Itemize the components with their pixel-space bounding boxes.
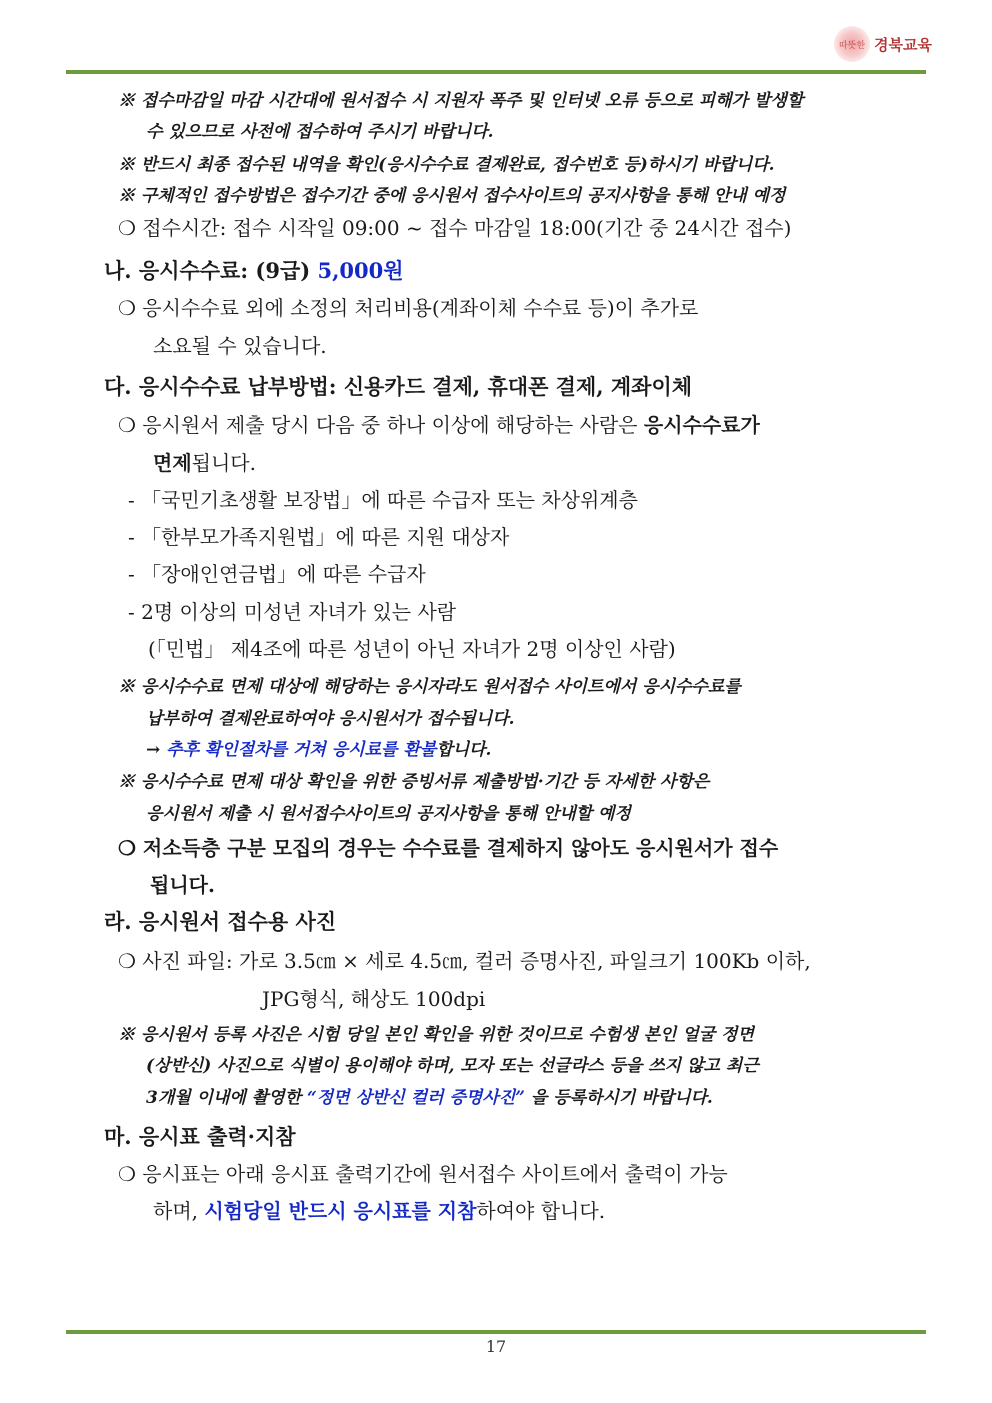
lowincome-line-1: ❍ 저소득층 구분 모집의 경우는 수수료를 결제하지 않아도 응시원서가 접수: [118, 836, 779, 860]
exempt-item-2: - 「한부모가족지원법」에 따른 지원 대상자: [128, 525, 510, 549]
reception-hours: ❍ 접수시간: 접수 시작일 09:00 ~ 접수 마감일 18:00(기간 중 24시간 접수): [118, 216, 792, 240]
exempt-line-2: 면제됩니다.: [153, 451, 256, 475]
section-ticket-title: 마. 응시표 출력·지참: [104, 1124, 296, 1149]
section-fee-title: 나. 응시수수료: (9급) 5,000원: [104, 258, 404, 283]
ticket-line-2: 하며, 시험당일 반드시 응시표를 지참하여야 합니다.: [153, 1199, 606, 1223]
logo-text: 경북교육: [874, 35, 932, 54]
exempt-item-1: - 「국민기초생활 보장법」에 따른 수급자 또는 차상위계층: [128, 488, 638, 512]
photo-spec-1: ❍ 사진 파일: 가로 3.5㎝ × 세로 4.5㎝, 컬러 증명사진, 파일크기 100Kb 이하,: [118, 949, 811, 973]
note-exempt-1: ※ 응시수수료 면제 대상에 해당하는 응시자라도 원서접수 사이트에서 응시수수료를: [118, 677, 741, 697]
note-deadline-2: 수 있으므로 사전에 접수하여 주시기 바랍니다.: [146, 122, 494, 142]
exempt-item-3: - 「장애인연금법」에 따른 수급자: [128, 562, 426, 586]
fee-line-2: 소요될 수 있습니다.: [153, 334, 327, 358]
note-deadline-1: ※ 접수마감일 마감 시간대에 원서접수 시 지원자 폭주 및 인터넷 오류 등으로 피해가 발생할: [118, 91, 804, 111]
fee-amount: 5,000원: [317, 258, 404, 283]
exempt-item-4-detail: (「민법」 제4조에 따른 성년이 아닌 자녀가 2명 이상인 사람): [148, 637, 676, 661]
logo-subtext: 따뜻한: [838, 40, 866, 51]
note-photo-2: (상반신) 사진으로 식별이 용이해야 하며, 모자 또는 선글라스 등을 쓰지 않고 최근: [146, 1056, 759, 1076]
section-photo-title: 라. 응시원서 접수용 사진: [104, 909, 337, 934]
header-logo: [834, 26, 932, 62]
ticket-line-1: ❍ 응시표는 아래 응시표 출력기간에 원서접수 사이트에서 출력이 가능: [118, 1162, 728, 1186]
note-refund: → 추후 확인절차를 거쳐 응시료를 환불합니다.: [146, 740, 492, 760]
note-method: ※ 구체적인 접수방법은 접수기간 중에 응시원서 접수사이트의 공지사항을 통해 안내 예정: [118, 186, 786, 206]
lowincome-line-2: 됩니다.: [150, 873, 215, 897]
exempt-item-4: - 2명 이상의 미성년 자녀가 있는 사람: [128, 600, 457, 624]
note-photo-3: 3개월 이내에 촬영한 “정면 상반신 컬러 증명사진” 을 등록하시기 바랍니다.: [146, 1088, 713, 1108]
exempt-line-1: ❍ 응시원서 제출 당시 다음 중 하나 이상에 해당하는 사람은 응시수수료가: [118, 413, 760, 437]
footer-rule: [66, 1330, 926, 1334]
note-confirm: ※ 반드시 최종 접수된 내역을 확인(응시수수료 결제완료, 접수번호 등)하시기 바랍니다.: [118, 155, 775, 175]
fee-line-1: ❍ 응시수수료 외에 소정의 처리비용(계좌이체 수수료 등)이 추가로: [118, 296, 699, 320]
photo-spec-2: JPG형식, 해상도 100dpi: [262, 987, 486, 1011]
header-rule: [66, 70, 926, 74]
note-exempt-2: 납부하여 결제완료하여야 응시원서가 접수됩니다.: [146, 709, 515, 729]
logo-emblem-icon: [834, 26, 870, 62]
note-docs-2: 응시원서 제출 시 원서접수사이트의 공지사항을 통해 안내할 예정: [146, 804, 631, 824]
page-number: 17: [485, 1337, 507, 1356]
note-photo-1: ※ 응시원서 등록 사진은 시험 당일 본인 확인을 위한 것이므로 수험생 본인 얼굴 정면: [118, 1025, 754, 1045]
note-docs-1: ※ 응시수수료 면제 대상 확인을 위한 증빙서류 제출방법·기간 등 자세한 사항은: [118, 772, 710, 792]
section-payment-title: 다. 응시수수료 납부방법: 신용카드 결제, 휴대폰 결제, 계좌이체: [104, 374, 693, 399]
